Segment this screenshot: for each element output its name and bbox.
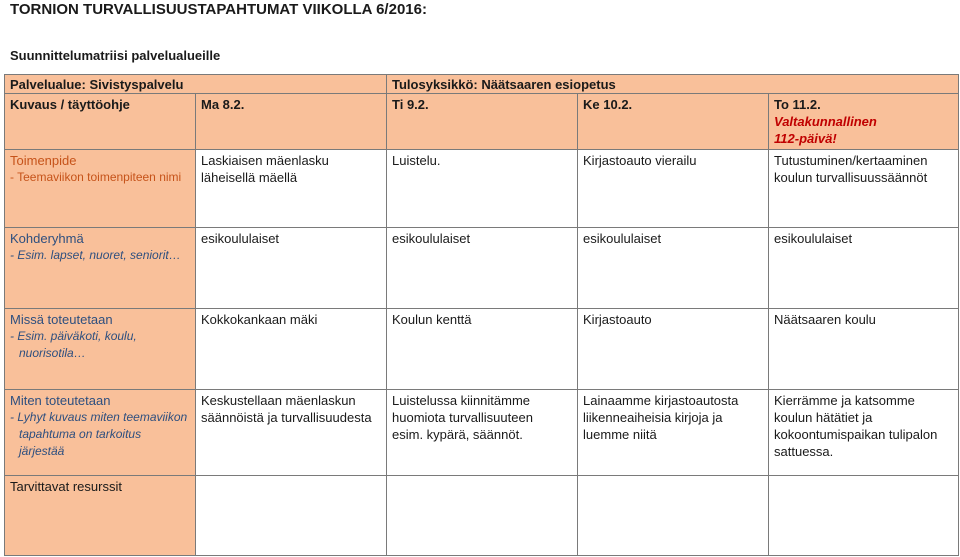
header-row [5, 75, 959, 94]
day-note-to-2: 112-päivä! [774, 131, 837, 146]
miten-ti-3: esim. kypärä, säännöt. [392, 427, 523, 442]
toimenpide-ma [196, 150, 387, 228]
day-label-to: To 11.2. [774, 97, 821, 112]
resurssit-label: Tarvittavat resurssit [10, 479, 122, 494]
resurssit-row [5, 476, 959, 556]
kohderyhma-to: esikoululaiset [769, 228, 959, 309]
resurssit-ti [387, 476, 578, 556]
toimenpide-label-cell [5, 150, 196, 228]
toimenpide-ti-text: Luistelu. [392, 153, 441, 168]
miten-ma-2: säännöistä ja turvallisuudesta [201, 410, 372, 425]
miten-ti-2: huomiota turvallisuuteen [392, 410, 533, 425]
toimenpide-to-2: koulun turvallisuussäännöt [774, 170, 928, 185]
miten-desc-2: tapahtuma on tarkoitus [19, 427, 142, 441]
days-row [5, 94, 959, 150]
miten-ma [196, 390, 387, 476]
kohderyhma-label: Kohderyhmä [10, 231, 84, 246]
day-label-ke: Ke 10.2. [583, 97, 633, 112]
missa-ti: Koulun kenttä [387, 309, 578, 390]
missa-desc-1: - Esim. päiväkoti, koulu, [10, 329, 137, 343]
toimenpide-to-1: Tutustuminen/kertaaminen [774, 153, 928, 168]
miten-to-3: kokoontumispaikan tulipalon [774, 427, 938, 442]
miten-desc-3: järjestää [19, 444, 65, 458]
toimenpide-ma-2: läheisellä mäellä [201, 170, 298, 185]
miten-to-4: sattuessa. [774, 444, 834, 459]
missa-label-cell [5, 309, 196, 390]
palvelualue-cell: Palvelualue: Sivistyspalvelu [5, 75, 387, 94]
miten-to-1: Kierrämme ja katsomme [774, 393, 915, 408]
miten-label: Miten toteutetaan [10, 393, 111, 408]
document-title: TORNION TURVALLISUUSTAPAHTUMAT VIIKOLLA 6/2016: [10, 1, 427, 18]
day-note-to-1: Valtakunnallinen [774, 114, 877, 129]
planning-matrix [4, 74, 959, 556]
day-header-ti [387, 94, 578, 150]
kohderyhma-ma: esikoululaiset [196, 228, 387, 309]
miten-ma-1: Keskustellaan mäenlaskun [201, 393, 356, 408]
day-header-ke [578, 94, 769, 150]
toimenpide-desc: - Teemaviikon toimenpiteen nimi [10, 170, 182, 184]
toimenpide-to [769, 150, 959, 228]
miten-ke-3: luemme niitä [583, 427, 657, 442]
day-header-ma [196, 94, 387, 150]
days-row-label: Kuvaus / täyttöohje [10, 97, 130, 112]
toimenpide-ma-1: Laskiaisen mäenlasku [201, 153, 329, 168]
miten-label-cell [5, 390, 196, 476]
miten-ke-1: Lainaamme kirjastoautosta [583, 393, 739, 408]
miten-ti [387, 390, 578, 476]
missa-desc-2: nuorisotila… [19, 346, 86, 360]
day-header-to [769, 94, 959, 150]
toimenpide-ke [578, 150, 769, 228]
miten-row [5, 390, 959, 476]
kohderyhma-row [5, 228, 959, 309]
resurssit-to [769, 476, 959, 556]
document-subtitle: Suunnittelumatriisi palvelualueille [10, 48, 221, 63]
days-label-cell [5, 94, 196, 150]
kohderyhma-ke: esikoululaiset [578, 228, 769, 309]
tulosyksikko-cell: Tulosyksikkö: Näätsaaren esiopetus [387, 75, 959, 94]
missa-to: Näätsaaren koulu [769, 309, 959, 390]
kohderyhma-label-cell [5, 228, 196, 309]
miten-desc-1: - Lyhyt kuvaus miten teemaviikon [10, 410, 188, 424]
resurssit-label-cell [5, 476, 196, 556]
toimenpide-row [5, 150, 959, 228]
missa-row [5, 309, 959, 390]
resurssit-ke [578, 476, 769, 556]
missa-ke: Kirjastoauto [578, 309, 769, 390]
day-label-ti: Ti 9.2. [392, 97, 429, 112]
miten-ke [578, 390, 769, 476]
resurssit-ma [196, 476, 387, 556]
kohderyhma-desc: - Esim. lapset, nuoret, seniorit… [10, 248, 181, 262]
day-label-ma: Ma 8.2. [201, 97, 245, 112]
toimenpide-ke-text: Kirjastoauto vierailu [583, 153, 697, 168]
toimenpide-label: Toimenpide [10, 153, 77, 168]
miten-ti-1: Luistelussa kiinnitämme [392, 393, 531, 408]
toimenpide-ti [387, 150, 578, 228]
missa-label: Missä toteutetaan [10, 312, 113, 327]
kohderyhma-ti: esikoululaiset [387, 228, 578, 309]
missa-ma: Kokkokankaan mäki [196, 309, 387, 390]
miten-to [769, 390, 959, 476]
miten-ke-2: liikenneaiheisia kirjoja ja [583, 410, 723, 425]
miten-to-2: koulun hätätiet ja [774, 410, 873, 425]
